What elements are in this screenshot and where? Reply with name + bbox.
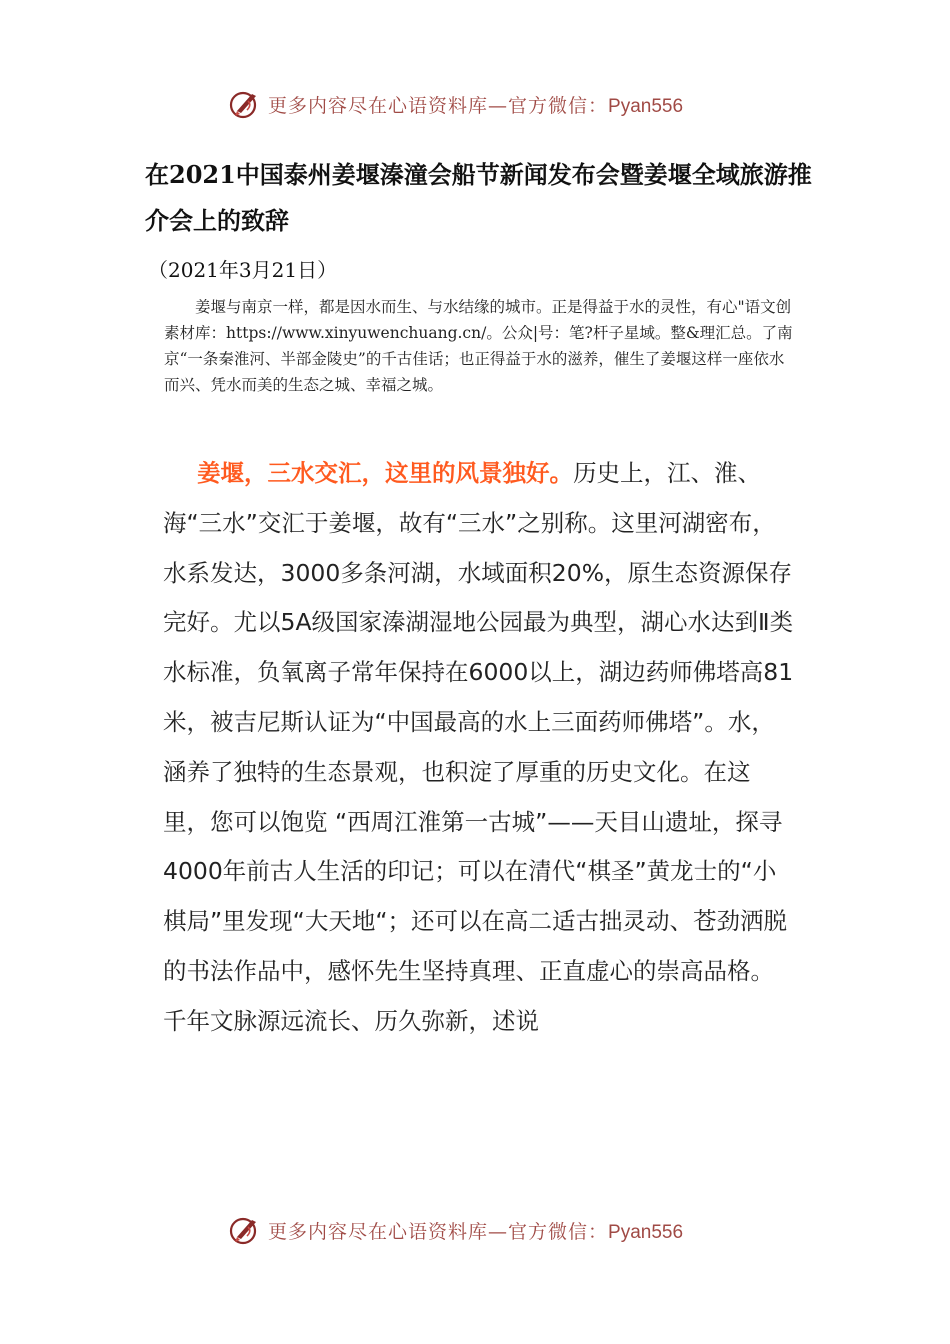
banner-text: 更多内容尽在心语资料库—官方微信：Pyan556 — [268, 1220, 684, 1243]
pen-circle-logo-icon — [228, 87, 262, 121]
pen-circle-logo-icon — [228, 1213, 262, 1247]
body-text: 历史上，江、淮、海“三水”交汇于姜堰，故有“三水”之别称。这里河湖密布，水系发达，3000多条河湖，水域面积20%，原生态资源保存完好。尤以5A级国家溱湖湿地公园最为典型，湖心水达到Ⅱ类水标准，负氧离子常年保持在6000以上，湖边药师佛塔高81米，被吉尼斯认证为“中国最高的水上三面药师佛塔”。水，涵养了独特的生态景观，也积淀了厚重的历史文化。在这里，您可以饱览 “西周江淮第一古城”——天目山遗址，探寻4000年前古人生活的印记；可以在清代“棋圣”黄龙士的“小棋局”里发现“大天地“；还可以在高二适古拙灵动、苍劲洒脱的书法作品中，感怀先生坚持真理、正直虚心的崇高品格。千年文脉源远流长、历久弥新，述说 — [163, 459, 794, 1035]
intro-paragraph: 姜堰与南京一样，都是因水而生、与水结缘的城市。正是得益于水的灵性，有心"语文创素材库：https://www.xinyuwenchuang.cn/。公众|号：笔?杆子星域。整&理汇总。了南京“一条秦淮河、半部金陵史”的千古佳话；也正得益于水的滋养，催生了姜堰这样一座依水而兴、凭水而美的生态之城、幸福之城。 — [164, 298, 793, 394]
header-banner — [228, 84, 748, 124]
page-title: 在2021中国泰州姜堰溱潼会船节新闻发布会暨姜堰全域旅游推介会上的致辞 — [145, 160, 812, 235]
banner-text: 更多内容尽在心语资料库—官方微信：Pyan556 — [268, 94, 684, 117]
highlight-sentence: 姜堰，三水交汇，这里的风景独好。 — [197, 459, 574, 487]
footer-banner — [228, 1210, 748, 1250]
wechat-id: Pyan556 — [608, 1221, 684, 1243]
wechat-id: Pyan556 — [608, 95, 684, 117]
body-paragraph — [163, 449, 795, 1047]
speech-date: （2021年3月21日） — [148, 258, 338, 282]
